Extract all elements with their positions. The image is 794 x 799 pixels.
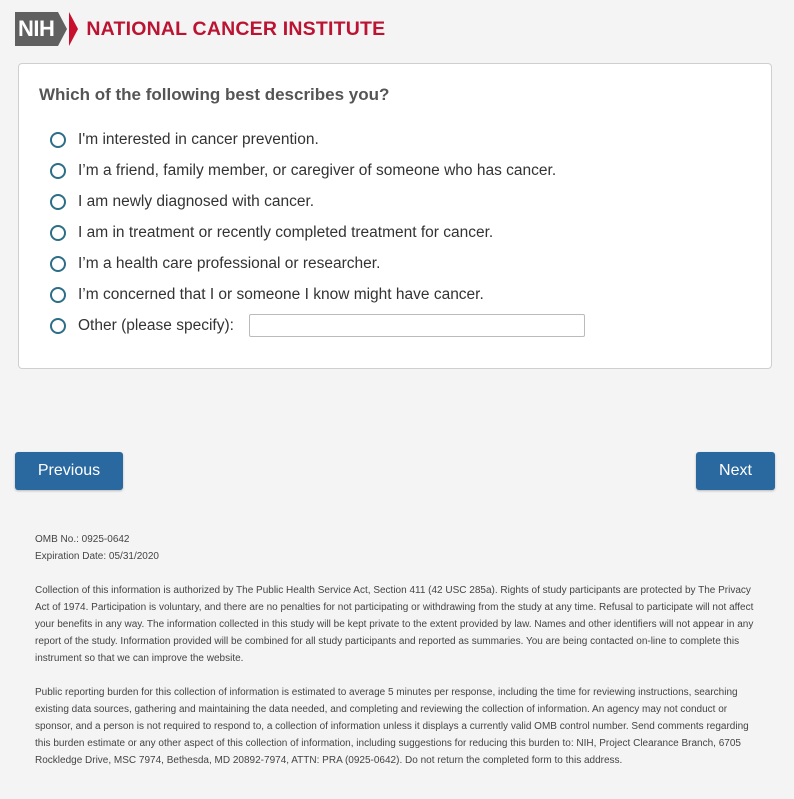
omb-number: OMB No.: 0925-0642 bbox=[35, 534, 130, 545]
radio-button[interactable] bbox=[50, 132, 66, 148]
question-text: Which of the following best describes you? bbox=[39, 85, 390, 104]
option-prevention[interactable] bbox=[50, 124, 585, 155]
nih-logo-text: NIH bbox=[15, 12, 58, 46]
option-label: I’m concerned that I or someone I know might have cancer. bbox=[78, 285, 484, 303]
site-header bbox=[15, 12, 385, 46]
option-label: Other (please specify): bbox=[78, 316, 234, 334]
next-button[interactable]: Next bbox=[696, 452, 775, 490]
footer-disclosure bbox=[35, 531, 757, 786]
radio-button[interactable] bbox=[50, 318, 66, 334]
option-concerned[interactable] bbox=[50, 279, 585, 310]
option-label: I’m a friend, family member, or caregiver of someone who has cancer. bbox=[78, 161, 557, 179]
radio-button[interactable] bbox=[50, 225, 66, 241]
other-specify-input[interactable] bbox=[249, 314, 585, 337]
option-other[interactable] bbox=[50, 310, 585, 341]
authority-statement: Collection of this information is authorized by The Public Health Service Act, Section 411 (42 USC 285a). Rights of study participants are protected by The Privacy Act of 1974. Participation is voluntary, and there are no penalties for not participating or withdrawing from the study at any time. Refusal to participate will not affect your benefits in any way. The information collected in this study will be kept private to the extent provided by law. Names and other identifiers will not appear in any report of the study. Information provided will be combined for all study participants and reported as summaries. You are being contacted on-line to complete this instrument so that we can improve the website. bbox=[35, 585, 754, 664]
option-list bbox=[50, 124, 585, 341]
nih-logo[interactable] bbox=[15, 12, 78, 46]
radio-button[interactable] bbox=[50, 163, 66, 179]
option-caregiver[interactable] bbox=[50, 155, 585, 186]
radio-button[interactable] bbox=[50, 194, 66, 210]
option-label: I’m a health care professional or researcher. bbox=[78, 254, 381, 272]
logo-chevron-icon bbox=[58, 12, 67, 46]
burden-statement: Public reporting burden for this collection of information is estimated to average 5 minutes per response, including the time for reviewing instructions, searching existing data sources, gathering and maintaining the data needed, and completing and reviewing the collection of information. An agency may not conduct or sponsor, and a person is not required to respond to, a collection of information unless it displays a currently valid OMB control number. Send comments regarding this burden estimate or any other aspect of this collection of information, including suggestions for reducing this burden to: NIH, Project Clearance Branch, 6705 Rockledge Drive, MSC 7974, Bethesda, MD 20892-7974, ATTN: PRA (0925-0642). Do not return the completed form to this address. bbox=[35, 687, 749, 766]
previous-button[interactable]: Previous bbox=[15, 452, 123, 490]
option-in-treatment[interactable] bbox=[50, 217, 585, 248]
radio-button[interactable] bbox=[50, 287, 66, 303]
question-card bbox=[18, 63, 772, 369]
radio-button[interactable] bbox=[50, 256, 66, 272]
option-label: I am in treatment or recently completed treatment for cancer. bbox=[78, 223, 494, 241]
expiration-date: Expiration Date: 05/31/2020 bbox=[35, 551, 159, 562]
option-newly-diagnosed[interactable] bbox=[50, 186, 585, 217]
option-label: I am newly diagnosed with cancer. bbox=[78, 192, 315, 210]
option-label: I'm interested in cancer prevention. bbox=[78, 130, 319, 148]
org-name: NATIONAL CANCER INSTITUTE bbox=[86, 17, 386, 40]
logo-chevron-red-icon bbox=[69, 12, 78, 46]
option-professional[interactable] bbox=[50, 248, 585, 279]
